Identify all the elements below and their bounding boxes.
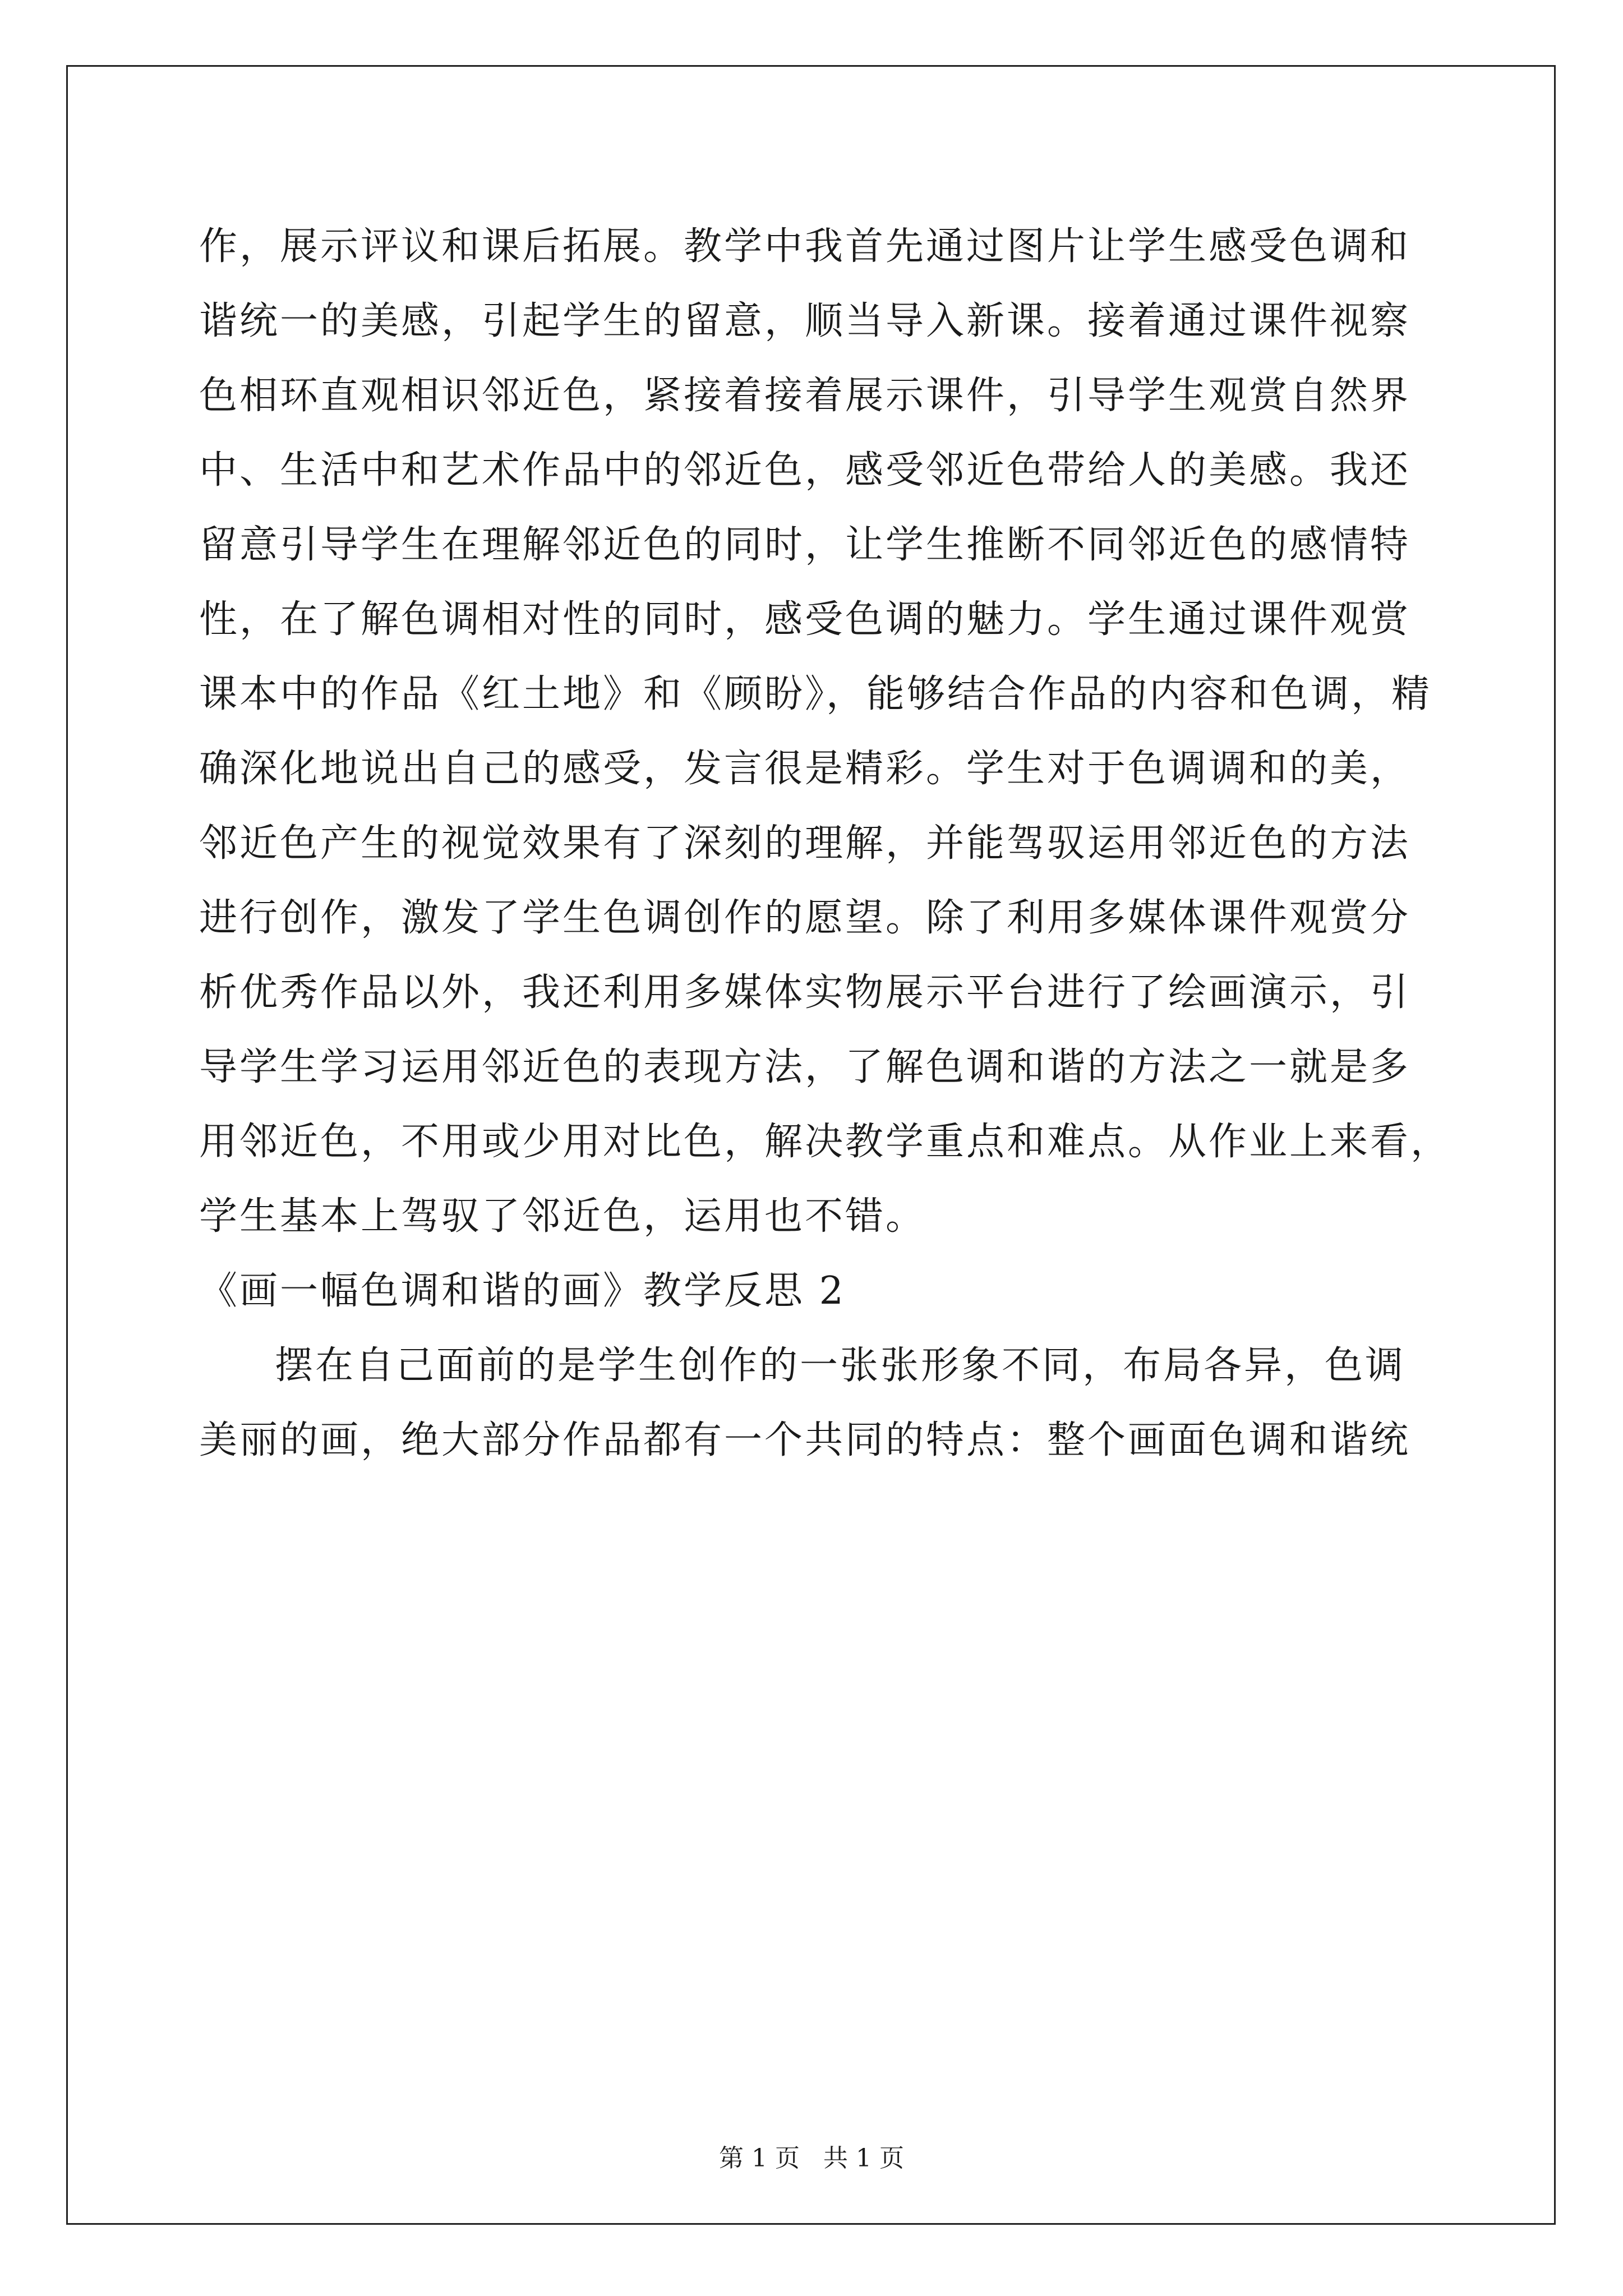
body-line-11: 析优秀作品以外，我还利用多媒体实物展示平台进行了绘画演示，引 <box>199 970 1411 1015</box>
body-line-8: 确深化地说出自己的感受，发言很是精彩。学生对于色调调和的美， <box>199 747 1411 791</box>
body-line-1: 作，展示评议和课后拓展。教学中我首先通过图片让学生感受色调和 <box>199 224 1411 269</box>
body-line-7: 课本中的作品《红土地》和《顾盼》，能够结合作品的内容和色调，精 <box>199 672 1432 716</box>
body-line-4: 中、生活中和艺术作品中的邻近色，感受邻近色带给人的美感。我还 <box>199 448 1411 493</box>
paragraph2-line-1: 摆在自己面前的是学生创作的一张张形象不同，布局各异，色调 <box>275 1343 1406 1388</box>
body-line-14: 学生基本上驾驭了邻近色，运用也不错。 <box>199 1194 926 1239</box>
body-line-2: 谐统一的美感，引起学生的留意，顺当导入新课。接着通过课件视察 <box>199 299 1411 343</box>
body-line-12: 导学生学习运用邻近色的表现方法，了解色调和谐的方法之一就是多 <box>199 1045 1411 1089</box>
body-line-6: 性，在了解色调相对性的同时，感受色调的魅力。学生通过课件观赏 <box>199 597 1411 642</box>
body-line-10: 进行创作，激发了学生色调创作的愿望。除了利用多媒体课件观赏分 <box>199 896 1411 940</box>
body-line-13: 用邻近色，不用或少用对比色，解决教学重点和难点。从作业上来看， <box>199 1120 1451 1164</box>
paragraph2-line-2: 美丽的画，绝大部分作品都有一个共同的特点：整个画面色调和谐统 <box>199 1418 1411 1462</box>
page-footer: 第 1 页 共 1 页 <box>719 2144 904 2173</box>
section-heading: 《画一幅色调和谐的画》教学反思 2 <box>199 1269 846 1313</box>
body-line-5: 留意引导学生在理解邻近色的同时，让学生推断不同邻近色的感情特 <box>199 523 1411 567</box>
body-line-9: 邻近色产生的视觉效果有了深刻的理解，并能驾驭运用邻近色的方法 <box>199 821 1411 866</box>
body-line-3: 色相环直观相识邻近色，紧接着接着展示课件，引导学生观赏自然界 <box>199 374 1411 418</box>
